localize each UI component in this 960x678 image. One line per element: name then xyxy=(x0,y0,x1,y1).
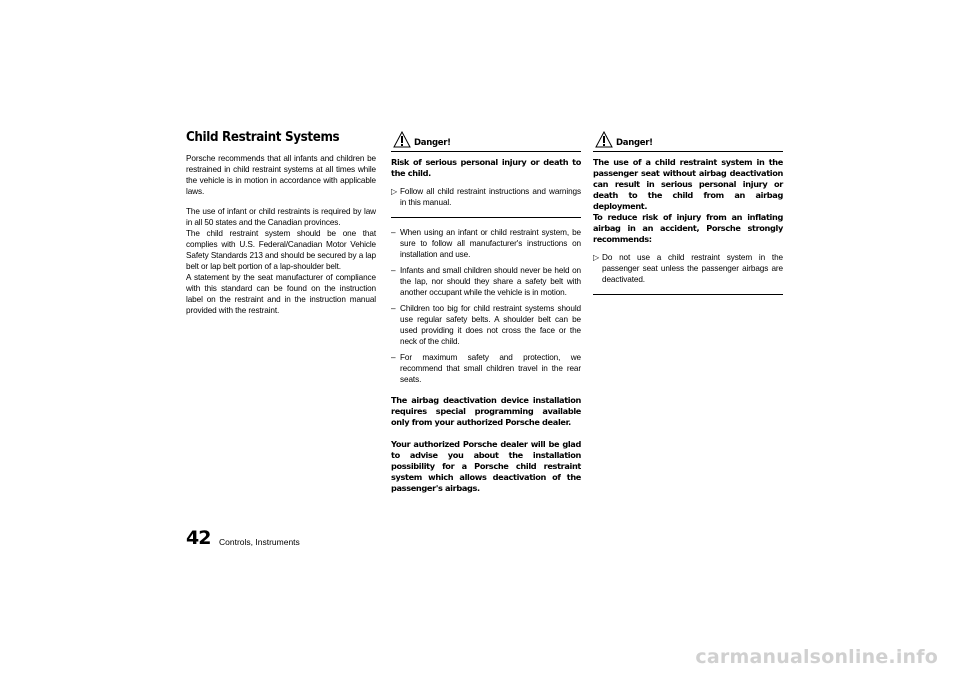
list-item xyxy=(391,227,581,260)
danger-label: Danger! xyxy=(414,138,451,148)
instruction-text: Do not use a child restraint system in the passenger seat unless the passenger airbags are deactivated. xyxy=(602,253,783,284)
danger-column-2 xyxy=(593,130,783,295)
list-item xyxy=(391,352,581,385)
airbag-warning: The use of a child restraint system in the passenger seat without airbag deactivation can result in serious personal injury or death to the child from an airbag deployment. xyxy=(593,157,783,211)
arrow-bullet-icon: ▷ xyxy=(593,253,600,262)
precaution-list xyxy=(391,227,581,385)
intro-paragraph: Porsche recommends that all infants and children be restrained in child restraint systems at all times while the vehicle is in motion in accordance with applicable laws. xyxy=(186,154,376,196)
danger-warning: Risk of serious personal injury or death to the child. xyxy=(391,157,581,178)
page-number: 42 xyxy=(186,527,211,549)
divider xyxy=(593,294,783,295)
section-name: Controls, Instruments xyxy=(219,537,300,547)
instruction-text: Follow all child restraint instructions and warnings in this manual. xyxy=(400,187,581,207)
divider xyxy=(391,217,581,218)
section-title: Child Restraint Systems xyxy=(186,130,340,145)
dash-bullet: – xyxy=(391,304,396,313)
list-item-text: For maximum safety and protection, we recommend that small children travel in the rear seats. xyxy=(400,353,581,384)
warning-triangle-icon xyxy=(393,131,411,148)
intro-column xyxy=(186,130,376,316)
instruction-item xyxy=(593,252,783,285)
statement-paragraph: A statement by the seat manufacturer of compliance with this standard can be found on the instruction label on the restraint and in the instruction manual provided with the restraint. xyxy=(186,273,376,315)
danger-header xyxy=(593,130,783,152)
deactivation-note: The airbag deactivation device installation requires special programming available only from your authorized Porsche dealer. xyxy=(391,395,581,427)
list-item-text: Children too big for child restraint systems should use regular safety belts. A shoulder belt can be used providing it does not cross the face or the neck of the child. xyxy=(400,304,581,346)
warning-triangle-icon xyxy=(595,131,613,148)
standard-paragraph: The child restraint system should be one that complies with U.S. Federal/Canadian Motor Vehicle Safety Standards 213 and should be secured by a lap belt or lap belt portion of a lap-shoulder belt. xyxy=(186,229,376,271)
list-item-text: When using an infant or child restraint system, be sure to follow all manufacturer's instructions on installation and use. xyxy=(400,228,581,259)
instruction-item xyxy=(391,186,581,208)
law-paragraph: The use of infant or child restraints is required by law in all 50 states and the Canadian provinces. xyxy=(186,207,376,227)
list-item xyxy=(391,265,581,298)
arrow-bullet-icon: ▷ xyxy=(391,187,398,196)
dealer-note: Your authorized Porsche dealer will be glad to advise you about the installation possibility for a Porsche child restraint system which allows deactivation of the passenger's airbags. xyxy=(391,439,581,493)
danger-header xyxy=(391,130,581,152)
danger-column-1 xyxy=(391,130,581,494)
recommendation-intro: To reduce risk of injury from an inflating airbag in an accident, Porsche strongly recommends: xyxy=(593,212,783,244)
list-item xyxy=(391,303,581,347)
dash-bullet: – xyxy=(391,228,396,237)
dash-bullet: – xyxy=(391,353,396,362)
danger-label: Danger! xyxy=(616,138,653,148)
watermark: carmanualsonline.info xyxy=(695,646,938,668)
dash-bullet: – xyxy=(391,266,396,275)
list-item-text: Infants and small children should never be held on the lap, nor should they share a safety belt with another occupant while the vehicle is in motion. xyxy=(400,266,581,297)
